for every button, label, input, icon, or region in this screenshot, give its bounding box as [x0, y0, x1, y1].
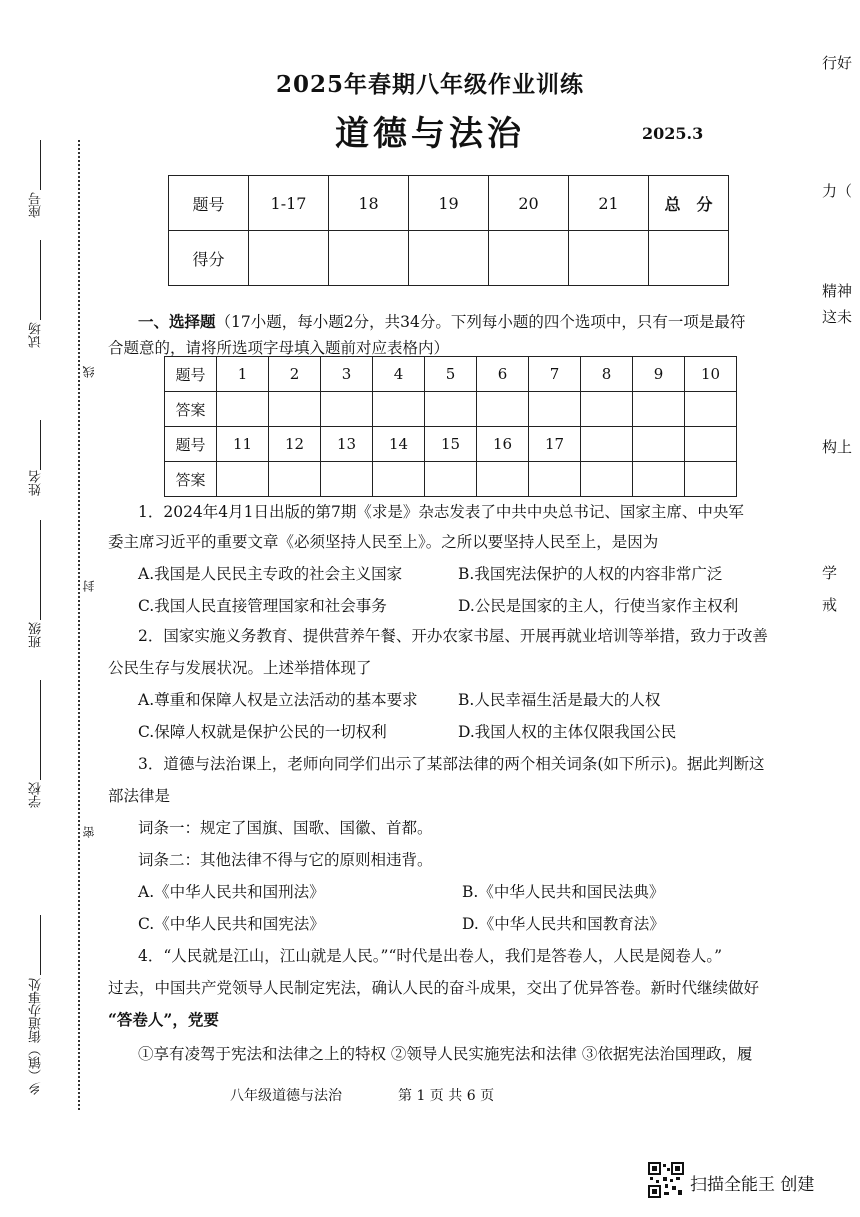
question-number: 7: [529, 357, 581, 392]
district-underline: [40, 915, 41, 975]
question-number: 8: [581, 357, 633, 392]
score-cell: 19: [409, 176, 489, 231]
question-number: 10: [685, 357, 737, 392]
question-number: [685, 427, 737, 462]
score-cell: 1-17: [249, 176, 329, 231]
question-number: [633, 427, 685, 462]
question-number: 3: [321, 357, 373, 392]
q4-stem-line1: 4．“人民就是江山，江山就是人民。”“时代是出卷人，我们是答卷人，人民是阅卷人。”: [138, 947, 723, 965]
question-number: 11: [217, 427, 269, 462]
q3-option-d: D.《中华人民共和国教育法》: [462, 915, 665, 933]
score-input-cell[interactable]: [489, 231, 569, 286]
cut-mark-line: 线: [82, 366, 96, 378]
school-underline: [40, 680, 41, 780]
name-label: 姓名: [29, 470, 44, 496]
q3-stem-line2: 部法律是: [108, 787, 171, 805]
answer-input-cell[interactable]: [373, 392, 425, 427]
answer-input-cell[interactable]: [529, 462, 581, 497]
question-number: 6: [477, 357, 529, 392]
q2-stem-line2: 公民生存与发展状况。上述举措体现了: [108, 659, 372, 677]
score-input-cell[interactable]: [649, 231, 729, 286]
answer-input-cell[interactable]: [685, 462, 737, 497]
question-number: 13: [321, 427, 373, 462]
q3-option-c: C.《中华人民共和国宪法》: [138, 915, 325, 933]
question-number: 4: [373, 357, 425, 392]
question-number: 17: [529, 427, 581, 462]
section1-instructions-line2: 合题意的，请将所选项字母填入题前对应表格内）: [108, 339, 450, 357]
q2-option-d: D.我国人权的主体仅限我国公民: [458, 723, 677, 741]
score-cell: 题号: [169, 176, 249, 231]
cut-mark-secret: 密: [82, 826, 96, 838]
district-label: 乡（镇）街道办事处: [29, 978, 44, 1095]
qr-code-icon: [648, 1162, 684, 1198]
scanner-watermark: 扫描全能王 创建: [690, 1175, 815, 1195]
answer-input-cell[interactable]: [425, 462, 477, 497]
answer-input-cell[interactable]: [477, 392, 529, 427]
question-number: 14: [373, 427, 425, 462]
q3-entry2: 词条二：其他法律不得与它的原则相违背。: [138, 851, 433, 869]
answer-input-cell[interactable]: [685, 392, 737, 427]
footer-page-number: 第 1 页 共 6 页: [398, 1088, 495, 1104]
answer-input-cell[interactable]: [217, 462, 269, 497]
answer-row-label: 答案: [165, 392, 217, 427]
score-cell: 18: [329, 176, 409, 231]
room-underline: [40, 240, 41, 320]
exam-date: 2025.3: [642, 124, 704, 143]
score-table: [168, 175, 729, 286]
q1-option-a: A.我国是人民民主专政的社会主义国家: [138, 565, 403, 583]
q1-stem-line2: 委主席习近平的重要文章《必须坚持人民至上》。之所以要坚持人民至上，是因为: [108, 533, 659, 551]
q2-option-c: C.保障人权就是保护公民的一切权利: [138, 723, 387, 741]
section1-instructions: [108, 308, 808, 336]
q1-stem-line1: 1．2024年4月1日出版的第7期《求是》杂志发表了中共中央总书记、国家主席、中央军: [138, 503, 744, 521]
question-number: 15: [425, 427, 477, 462]
score-input-cell[interactable]: [329, 231, 409, 286]
score-input-cell[interactable]: [409, 231, 489, 286]
right-edge-fragment: 学: [822, 564, 838, 582]
q1-option-b: B.我国宪法保护的人权的内容非常广泛: [458, 565, 723, 583]
q4-statements: ①享有凌驾于宪法和法律之上的特权 ②领导人民实施宪法和法律 ③依据宪法治国理政，履: [138, 1045, 753, 1063]
score-row-label: 得分: [169, 231, 249, 286]
answer-input-cell[interactable]: [477, 462, 529, 497]
answer-table-number-row: [165, 357, 737, 392]
answer-input-cell[interactable]: [529, 392, 581, 427]
question-number: [581, 427, 633, 462]
question-number: 5: [425, 357, 477, 392]
answer-input-cell[interactable]: [217, 392, 269, 427]
q2-stem-line1: 2．国家实施义务教育、提供营养午餐、开办农家书屋、开展再就业培训等举措，致力于改善: [138, 627, 768, 645]
q1-option-d: D.公民是国家的主人，行使当家作主权利: [458, 597, 739, 615]
q2-option-a: A.尊重和保障人权是立法活动的基本要求: [138, 691, 418, 709]
class-underline: [40, 520, 41, 620]
question-number: 2: [269, 357, 321, 392]
score-input-cell[interactable]: [569, 231, 649, 286]
answer-input-cell[interactable]: [425, 392, 477, 427]
score-table-header-row: [169, 176, 729, 231]
seat-label: 座号: [29, 192, 44, 218]
name-underline: [40, 420, 41, 470]
answer-table-answer-row: [165, 462, 737, 497]
score-cell: 20: [489, 176, 569, 231]
answer-input-cell[interactable]: [373, 462, 425, 497]
class-label: 班级: [29, 622, 44, 648]
q4-stem-line2: 过去，中国共产党领导人民制定宪法，确认人民的奋斗成果，交出了优异答卷。新时代继续做好: [108, 979, 760, 997]
right-edge-fragment: 行好: [822, 54, 853, 72]
answer-table-number-row: [165, 427, 737, 462]
right-edge-fragment: 精神: [822, 282, 853, 300]
question-number: 12: [269, 427, 321, 462]
cut-mark-seal: 封: [82, 580, 96, 592]
school-label: 学校: [29, 782, 44, 808]
score-table-score-row: [169, 231, 729, 286]
answer-input-cell[interactable]: [581, 392, 633, 427]
answer-table: [164, 356, 737, 497]
answer-row-label: 题号: [165, 357, 217, 392]
answer-table-answer-row: [165, 392, 737, 427]
right-edge-fragment: 戒: [822, 596, 838, 614]
score-cell: 总 分: [649, 176, 729, 231]
q2-option-b: B.人民幸福生活是最大的人权: [458, 691, 661, 709]
question-number: 16: [477, 427, 529, 462]
score-cell: 21: [569, 176, 649, 231]
room-label: 试场: [29, 322, 44, 348]
answer-row-label: 答案: [165, 462, 217, 497]
answer-input-cell[interactable]: [633, 462, 685, 497]
binding-dotted-line: [78, 140, 80, 1110]
answer-input-cell[interactable]: [581, 462, 633, 497]
answer-input-cell[interactable]: [633, 392, 685, 427]
q4-stem-line3: “答卷人”，党要: [108, 1010, 219, 1029]
answer-input-cell[interactable]: [321, 462, 373, 497]
answer-input-cell[interactable]: [269, 392, 321, 427]
q3-option-b: B.《中华人民共和国民法典》: [462, 883, 665, 901]
q1-option-c: C.我国人民直接管理国家和社会事务: [138, 597, 387, 615]
right-edge-fragment: 这未: [822, 308, 853, 326]
answer-row-label: 题号: [165, 427, 217, 462]
footer-subject: 八年级道德与法治: [230, 1088, 342, 1104]
right-edge-fragment: 力（: [822, 182, 853, 200]
score-input-cell[interactable]: [249, 231, 329, 286]
answer-input-cell[interactable]: [321, 392, 373, 427]
answer-input-cell[interactable]: [269, 462, 321, 497]
q3-entry1: 词条一：规定了国旗、国歌、国徽、首都。: [138, 819, 433, 837]
exam-title: 2025年春期八年级作业训练: [275, 71, 584, 98]
section1-heading: 一、选择题: [138, 312, 216, 331]
question-number: 9: [633, 357, 685, 392]
question-number: 1: [217, 357, 269, 392]
right-edge-fragment: 构上: [822, 438, 853, 456]
q3-option-a: A.《中华人民共和国刑法》: [138, 883, 325, 901]
q3-stem-line1: 3．道德与法治课上，老师向同学们出示了某部法律的两个相关词条(如下所示)。据此判断这: [138, 755, 765, 773]
section1-instructions-line1: （17小题，每小题2分，共34分。下列每小题的四个选项中，只有一项是最符: [215, 313, 746, 331]
subject-title: 道德与法治: [335, 114, 525, 154]
